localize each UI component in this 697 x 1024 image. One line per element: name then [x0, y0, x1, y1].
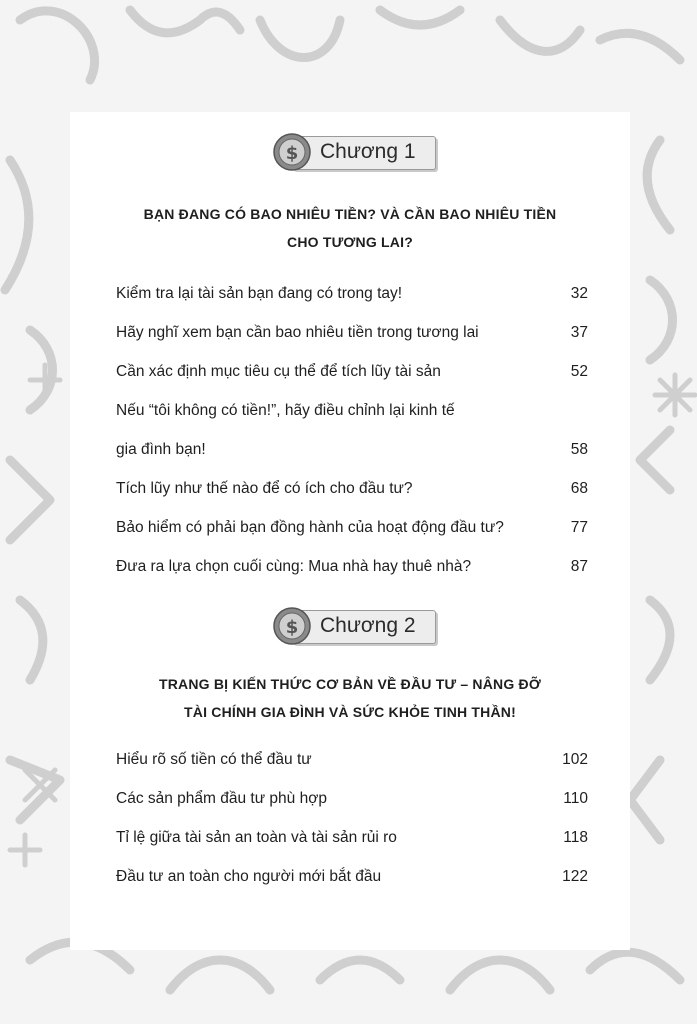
table-of-contents-page	[70, 112, 630, 950]
toc-entry[interactable]: Tích lũy như thế nào để có ích cho đầu tư? 68	[116, 480, 588, 497]
toc-entry[interactable]: Hãy nghĩ xem bạn cần bao nhiêu tiền trong tương lai 37	[116, 324, 588, 341]
chapter-1-title-line-2: CHO TƯƠNG LAI?	[287, 234, 413, 250]
svg-text:$: $	[285, 143, 299, 164]
toc-entry[interactable]: gia đình bạn! 58	[116, 441, 588, 458]
toc-entry-line-1[interactable]: Nếu “tôi không có tiền!”, hãy điều chỉnh lại kinh tế	[116, 402, 455, 419]
toc-entry[interactable]: Các sản phẩm đầu tư phù hợp 110	[116, 790, 588, 807]
chapter-1-badge	[272, 132, 416, 172]
toc-entry[interactable]: Đưa ra lựa chọn cuối cùng: Mua nhà hay thuê nhà? 87	[116, 558, 588, 575]
coin-icon	[272, 132, 312, 172]
coin-icon	[272, 606, 312, 646]
svg-text:$: $	[285, 617, 299, 638]
chapter-2-title-line-1: TRANG BỊ KIẾN THỨC CƠ BẢN VỀ ĐẦU TƯ – NÂNG ĐỠ	[158, 676, 541, 692]
chapter-1-title-line-1: BẠN ĐANG CÓ BAO NHIÊU TIỀN? VÀ CẦN BAO NHIÊU TIỀN	[143, 206, 557, 222]
toc-entry[interactable]: Kiểm tra lại tài sản bạn đang có trong tay! 32	[116, 285, 588, 302]
chapter-2-badge	[272, 606, 416, 646]
chapter-2-label: Chương 2	[320, 614, 416, 637]
toc-entry[interactable]: Bảo hiểm có phải bạn đồng hành của hoạt động đầu tư? 77	[116, 519, 588, 536]
toc-entry[interactable]: Đầu tư an toàn cho người mới bắt đầu 122	[116, 868, 588, 885]
toc-entry[interactable]: Cần xác định mục tiêu cụ thể để tích lũy tài sản 52	[116, 363, 588, 380]
toc-entry[interactable]: Hiểu rõ số tiền có thể đầu tư 102	[116, 751, 588, 768]
chapter-1-label: Chương 1	[320, 140, 416, 163]
toc-entry[interactable]: Tỉ lệ giữa tài sản an toàn và tài sản rủi ro 118	[116, 829, 588, 846]
chapter-2-title-line-2: TÀI CHÍNH GIA ĐÌNH VÀ SỨC KHỎE TINH THẦN!	[184, 704, 516, 720]
